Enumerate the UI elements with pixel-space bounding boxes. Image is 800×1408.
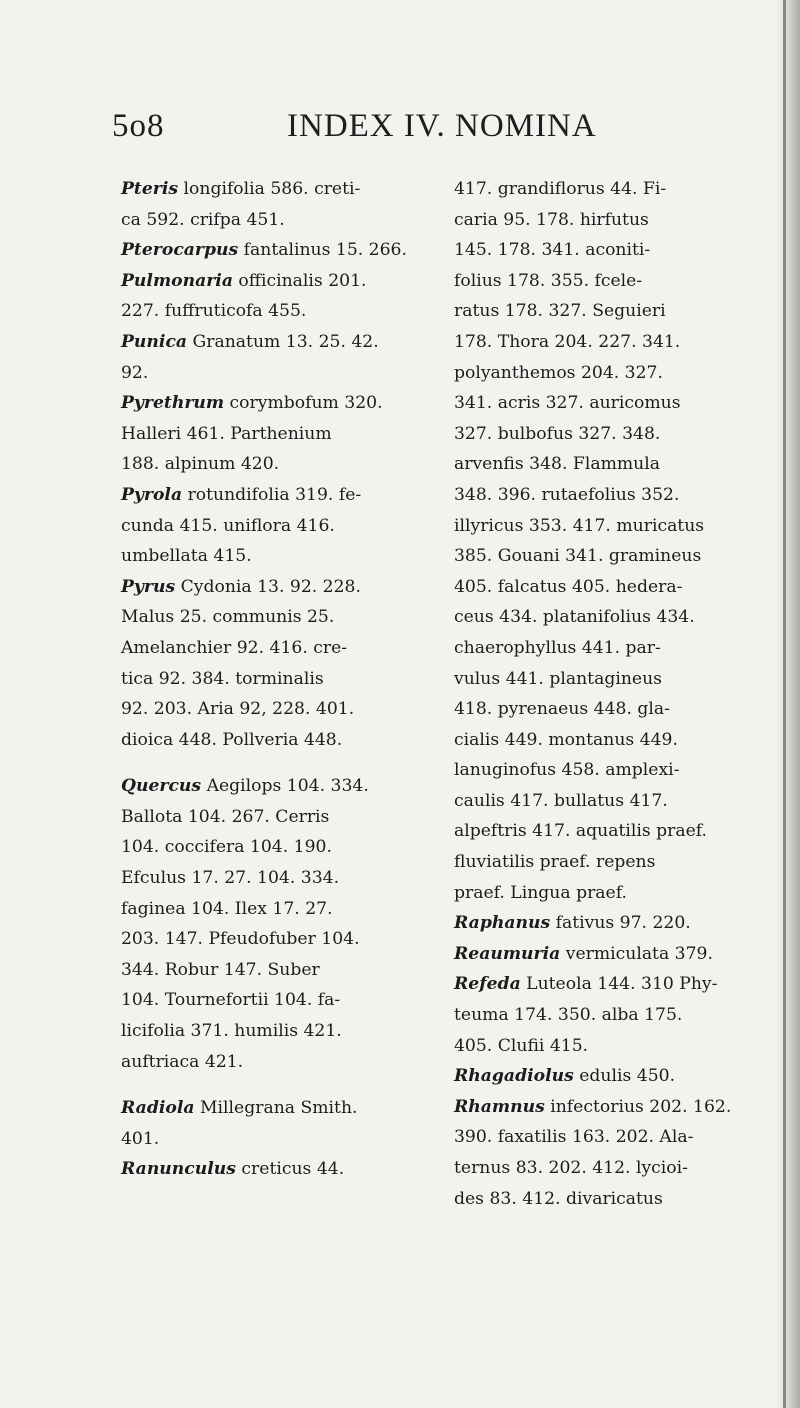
species-text: fativus 97. 220.: [550, 913, 691, 934]
entry-line: [121, 664, 423, 695]
entry-line: [121, 602, 423, 633]
species-text: folius 178. 355. fcele-: [454, 270, 643, 291]
entry-spacer: [121, 755, 423, 771]
index-entry: [121, 266, 423, 327]
species-text: 401.: [121, 1128, 160, 1149]
entry-line: [454, 694, 722, 725]
entry-line: [454, 205, 722, 236]
entry-line: [454, 480, 722, 511]
genus-name: Pyrola: [121, 484, 183, 505]
species-text: faginea 104. Ilex 17. 27.: [121, 898, 333, 919]
entry-line: [121, 802, 423, 833]
species-text: Amelanchier 92. 416. cre-: [121, 637, 348, 658]
index-entry: [121, 174, 423, 235]
index-entry: [121, 480, 423, 572]
species-text: 405. falcatus 405. hedera-: [454, 576, 683, 597]
genus-name: Rhagadiolus: [454, 1066, 574, 1087]
species-text: 92. 203. Aria 92, 228. 401.: [121, 699, 355, 720]
species-text: 348. 396. rutaefolius 352.: [454, 484, 680, 505]
species-text: illyricus 353. 417. muricatus: [454, 515, 705, 536]
species-text: Cydonia 13. 92. 228.: [175, 576, 361, 597]
species-text: ca 592. crifpa 451.: [121, 209, 285, 230]
page-number: 5o8: [112, 108, 165, 144]
species-text: Ballota 104. 267. Cerris: [121, 806, 330, 827]
genus-name: Pteris: [121, 179, 179, 199]
genus-name: Refeda: [454, 974, 521, 995]
species-text: fantalinus 15. 266.: [238, 240, 407, 261]
page-edge-line: [783, 0, 786, 1408]
entry-line: [121, 449, 423, 480]
species-text: des 83. 412. divaricatus: [454, 1188, 663, 1209]
species-text: 344. Robur 147. Suber: [121, 959, 320, 980]
entry-line: [454, 1061, 722, 1092]
species-text: Efculus 17. 27. 104. 334.: [121, 868, 340, 889]
species-text: edulis 450.: [573, 1066, 676, 1087]
entry-line: [454, 174, 722, 205]
species-text: 385. Gouani 341. gramineus: [454, 546, 702, 567]
entry-line: [121, 694, 423, 725]
entry-line: [121, 924, 423, 955]
species-text: 92.: [121, 362, 149, 383]
genus-name: Ranunculus: [121, 1159, 236, 1180]
species-text: longifolia 586. creti-: [178, 179, 361, 199]
entry-line: [454, 449, 722, 480]
entry-line: [454, 664, 722, 695]
index-title: INDEX IV.: [287, 108, 446, 144]
species-text: teuma 174. 350. alba 175.: [454, 1005, 683, 1026]
entry-line: [454, 327, 722, 358]
index-entry: [454, 939, 722, 970]
index-entry: [121, 388, 423, 480]
species-text: lanuginofus 458. amplexi-: [454, 760, 680, 781]
entry-line: [121, 266, 423, 297]
species-text: Malus 25. communis 25.: [121, 607, 335, 628]
genus-name: Pulmonaria: [121, 270, 233, 291]
species-text: infectorius 202. 162.: [544, 1096, 732, 1117]
entry-line: [454, 1122, 722, 1153]
species-text: tica 92. 384. torminalis: [121, 668, 324, 689]
entry-line: [121, 358, 423, 389]
genus-name: Rhamnus: [454, 1096, 545, 1117]
index-entry: [121, 1154, 423, 1185]
species-text: Millegrana Smith.: [194, 1098, 358, 1119]
species-text: 203. 147. Pfeudofuber 104.: [121, 929, 360, 950]
species-text: 390. faxatilis 163. 202. Ala-: [454, 1127, 694, 1148]
species-text: umbellata 415.: [121, 546, 252, 567]
entry-line: [121, 633, 423, 664]
entry-line: [454, 266, 722, 297]
entry-line: [121, 1016, 423, 1047]
species-text: auftriaca 421.: [121, 1051, 244, 1072]
species-text: 104. Tournefortii 104. fa-: [121, 990, 341, 1011]
species-text: arvenfis 348. Flammula: [454, 454, 660, 475]
entry-line: [454, 419, 722, 450]
entry-line: [454, 878, 722, 909]
species-text: dioica 448. Pollveria 448.: [121, 729, 343, 750]
entry-line: [454, 1092, 732, 1123]
species-text: 227. fuffruticofa 455.: [121, 301, 307, 322]
entry-line: [121, 511, 423, 542]
left-column: [121, 174, 423, 1185]
entry-line: [454, 847, 722, 878]
entry-line: [454, 296, 722, 327]
page-edge-shadow: [774, 0, 800, 1408]
species-text: praef. Lingua praef.: [454, 882, 627, 903]
species-text: 104. coccifera 104. 190.: [121, 837, 332, 858]
page-header: [112, 108, 672, 148]
entry-line: [121, 894, 423, 925]
entry-line: [121, 388, 423, 419]
entry-line: [454, 939, 722, 970]
species-text: ceus 434. platanifolius 434.: [454, 607, 695, 628]
species-text: 341. acris 327. auricomus: [454, 393, 681, 414]
entry-line: [454, 1184, 722, 1215]
entry-line: [121, 296, 423, 327]
genus-name: Raphanus: [454, 913, 551, 934]
entry-line: [121, 863, 423, 894]
species-text: Aegilops 104. 334.: [201, 776, 369, 797]
species-text: 417. grandiflorus 44. Fi-: [454, 179, 667, 199]
genus-name: Punica: [121, 331, 188, 352]
species-text: 327. bulbofus 327. 348.: [454, 423, 661, 444]
right-column: [454, 174, 732, 1214]
entry-line: [454, 511, 722, 542]
entry-line: [454, 755, 722, 786]
entry-line: [454, 1000, 722, 1031]
entry-line: [121, 419, 423, 450]
section-title: NOMINA: [455, 108, 597, 144]
species-text: Luteola 144. 310 Phy-: [520, 974, 718, 995]
index-entry: [121, 1093, 423, 1154]
species-text: vermiculata 379.: [560, 943, 713, 964]
entry-line: [454, 969, 722, 1000]
entry-line: [454, 1153, 722, 1184]
entry-line: [454, 1031, 722, 1062]
index-entry: [454, 1092, 732, 1214]
entry-line: [454, 235, 722, 266]
genus-name: Pyrethrum: [121, 393, 225, 414]
entry-line: [121, 725, 423, 756]
species-text: vulus 441. plantagineus: [454, 668, 662, 689]
species-text: caulis 417. bullatus 417.: [454, 790, 668, 811]
species-text: 405. Clufii 415.: [454, 1035, 589, 1056]
species-text: alpeftris 417. aquatilis praef.: [454, 821, 708, 842]
species-text: Halleri 461. Parthenium: [121, 423, 332, 444]
entry-line: [121, 174, 423, 205]
entry-line: [121, 327, 423, 358]
species-text: fluviatilis praef. repens: [454, 852, 656, 873]
entry-line: [121, 572, 423, 603]
index-entry: [121, 771, 423, 1077]
entry-line: [121, 1154, 423, 1185]
entry-line: [121, 235, 423, 266]
genus-name: Pyrus: [121, 576, 176, 597]
entry-spacer: [121, 1077, 423, 1093]
entry-line: [121, 832, 423, 863]
entry-line: [454, 541, 722, 572]
entry-line: [121, 480, 423, 511]
entry-line: [121, 771, 423, 802]
entry-line: [454, 388, 722, 419]
entry-line: [121, 985, 423, 1016]
index-entry: [454, 1061, 722, 1092]
species-text: chaerophyllus 441. par-: [454, 637, 661, 658]
genus-name: Radiola: [121, 1098, 195, 1119]
entry-line: [454, 786, 722, 817]
species-text: polyanthemos 204. 327.: [454, 362, 663, 383]
species-text: Granatum 13. 25. 42.: [187, 331, 379, 352]
species-text: 178. Thora 204. 227. 341.: [454, 331, 681, 352]
genus-name: Pterocarpus: [121, 240, 239, 261]
index-entry: [454, 174, 722, 908]
species-text: creticus 44.: [235, 1159, 345, 1180]
species-text: cunda 415. uniflora 416.: [121, 515, 335, 536]
entry-line: [121, 205, 423, 236]
entry-line: [121, 955, 423, 986]
genus-name: Reaumuria: [454, 943, 561, 964]
species-text: licifolia 371. humilis 421.: [121, 1021, 342, 1042]
species-text: ratus 178. 327. Seguieri: [454, 301, 666, 322]
index-entry: [121, 572, 423, 756]
entry-line: [121, 1047, 423, 1078]
entry-line: [454, 908, 722, 939]
entry-line: [121, 541, 423, 572]
genus-name: Quercus: [121, 776, 202, 797]
entry-line: [454, 358, 722, 389]
species-text: cialis 449. montanus 449.: [454, 729, 678, 750]
entry-line: [454, 633, 722, 664]
species-text: caria 95. 178. hirfutus: [454, 209, 649, 230]
entry-line: [454, 816, 722, 847]
species-text: ternus 83. 202. 412. lycioi-: [454, 1158, 688, 1178]
entry-line: [454, 572, 722, 603]
entry-line: [454, 602, 722, 633]
species-text: officinalis 201.: [232, 270, 367, 291]
species-text: corymbofum 320.: [224, 393, 383, 414]
species-text: 188. alpinum 420.: [121, 454, 280, 475]
species-text: 145. 178. 341. aconiti-: [454, 240, 651, 261]
species-text: rotundifolia 319. fe-: [182, 484, 362, 505]
entry-line: [454, 725, 722, 756]
index-entry: [121, 327, 423, 388]
species-text: 418. pyrenaeus 448. gla-: [454, 699, 670, 720]
entry-line: [121, 1093, 423, 1124]
index-entry: [454, 969, 722, 1061]
index-entry: [454, 908, 722, 939]
entry-line: [121, 1124, 423, 1155]
index-entry: [121, 235, 423, 266]
